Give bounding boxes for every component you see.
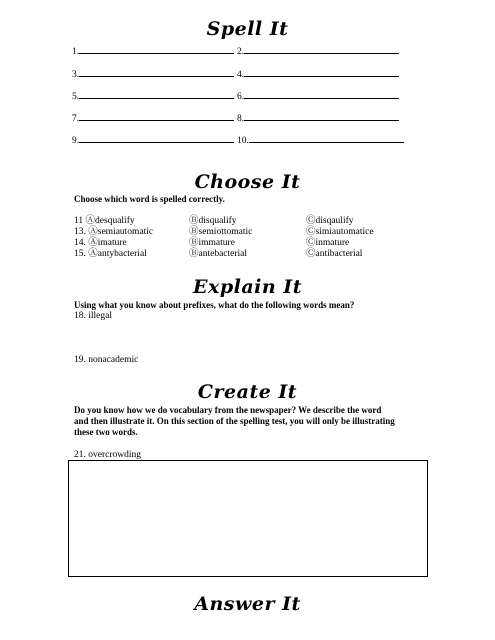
choose-instruction: Choose which word is spelled correctly. [74,194,225,204]
choice-number: 14. Ⓐimature [74,238,127,248]
choice-number: 11 Ⓐdesqualify [74,216,135,226]
create-question-21: 21. overcrowding [74,450,142,460]
create-instruction: Do you know how we do vocabulary from the newspaper? We describe the word and then illustrate it. On this section of the spelling test, you will only be illustrating these two words. [74,405,395,437]
blank-item-9[interactable]: 9. [72,133,234,146]
blank-item-5[interactable]: 5. [72,89,234,102]
create-it-heading: Create It [197,381,298,403]
choose-it-heading: Choose It [194,171,301,193]
blank-item-2[interactable]: 2. [237,44,399,57]
choice-c[interactable]: Ⓒdisqaulify [306,216,354,226]
illustration-box[interactable] [68,460,428,577]
choice-c[interactable]: Ⓒsimiautomatice [306,227,374,237]
choice-c[interactable]: Ⓒinmature [306,238,350,248]
explain-it-heading: Explain It [193,276,302,298]
spell-it-heading: Spell It [206,18,289,40]
choice-a[interactable]: Ⓐantybacterial [88,249,147,259]
choice-b[interactable]: Ⓑimmature [189,238,235,248]
blank-item-8[interactable]: 8. [237,111,399,124]
choice-b[interactable]: Ⓑdisqualify [189,216,237,226]
choice-a[interactable]: Ⓐdesqualify [85,216,135,226]
choice-number: 13. Ⓐsemiautomatic [74,227,154,237]
explain-question-18: 18. illegal [74,311,112,321]
explain-instruction: Using what you know about prefixes, what do the following words mean? [74,300,355,310]
blank-item-6[interactable]: 6. [237,89,399,102]
choice-a[interactable]: Ⓐsemiautomatic [88,227,154,237]
choice-number: 15. Ⓐantybacterial [74,249,147,259]
blank-item-3[interactable]: 3. [72,67,234,80]
choice-a[interactable]: Ⓐimature [88,238,127,248]
explain-question-19: 19. nonacademic [74,355,139,365]
blank-item-7[interactable]: 7. [72,111,234,124]
blank-item-4[interactable]: 4. [237,67,399,80]
blank-item-10[interactable]: 10. [237,133,404,146]
answer-it-heading: Answer It [194,593,301,615]
choice-c[interactable]: Ⓒantibacterial [306,249,363,259]
blank-item-1[interactable]: 1. [72,44,234,57]
choice-b[interactable]: Ⓑantebacterial [189,249,248,259]
choice-b[interactable]: Ⓑsemiottomatic [189,227,253,237]
